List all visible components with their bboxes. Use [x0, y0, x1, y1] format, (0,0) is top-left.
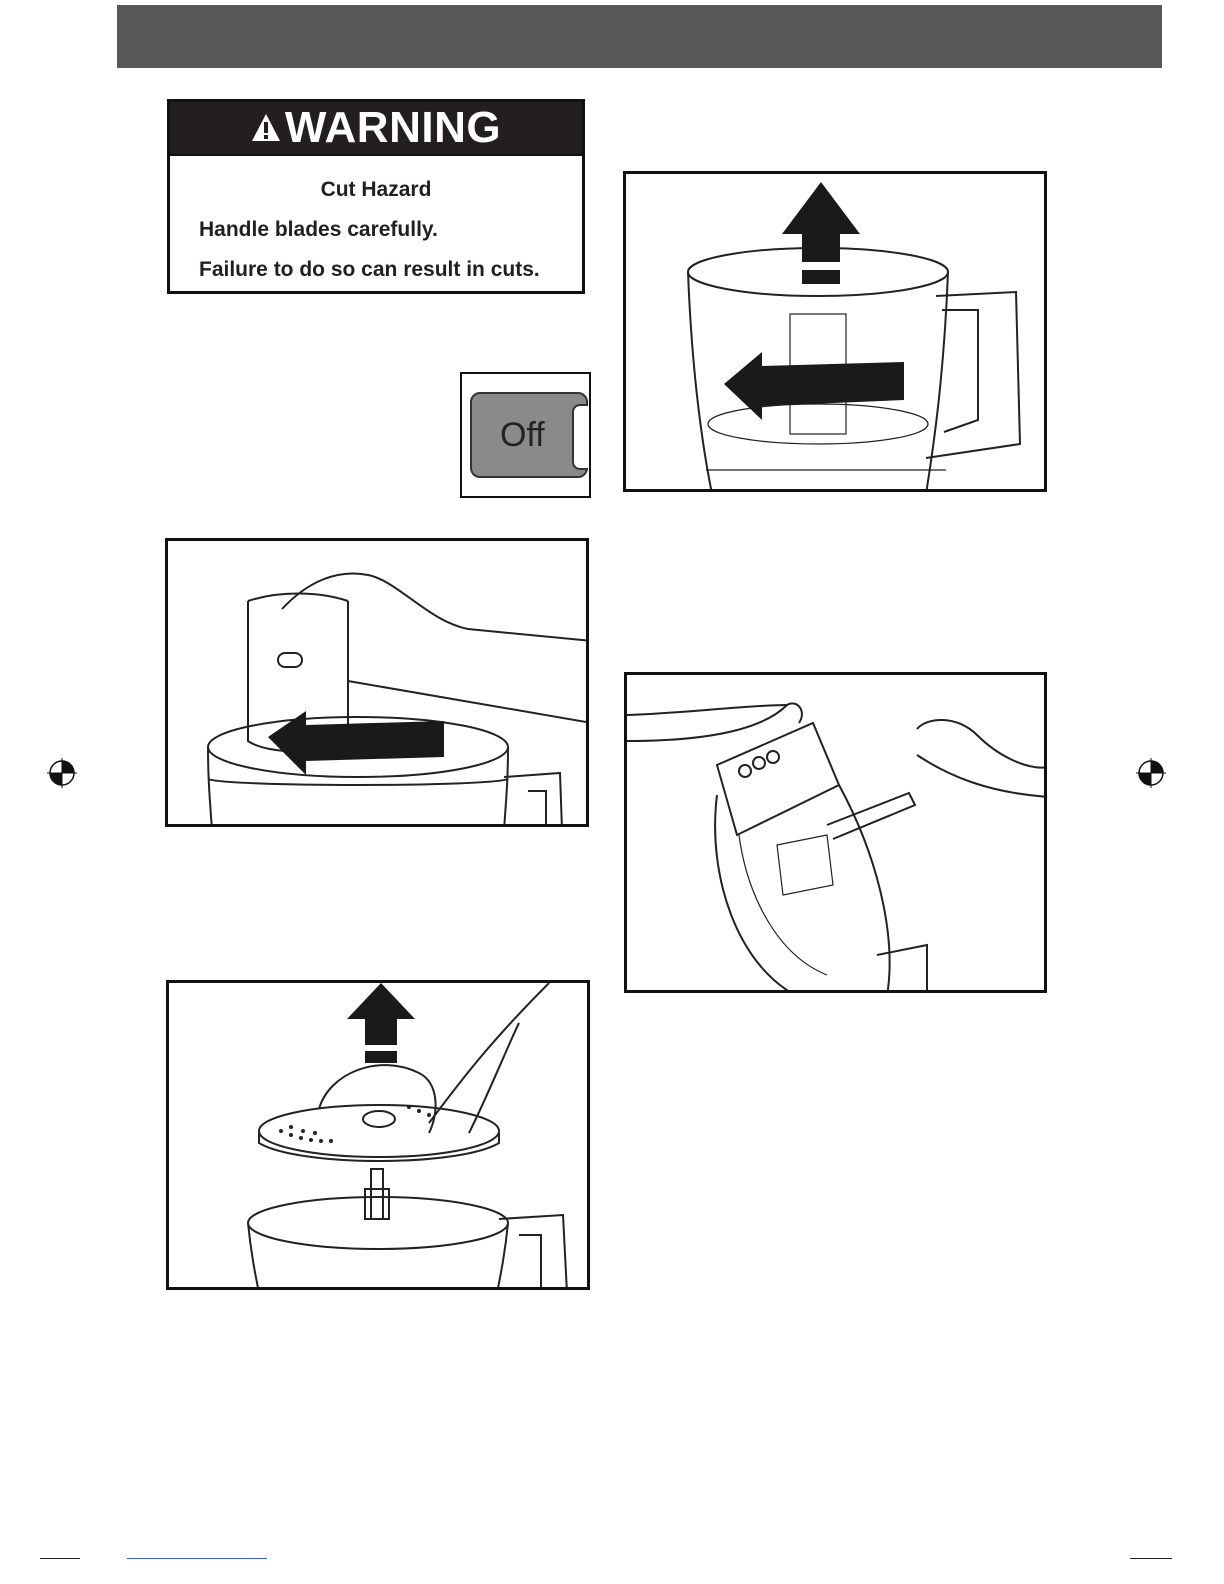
figure-handle-cleaning — [624, 672, 1047, 993]
footer-link-rule — [127, 1558, 267, 1559]
warning-triangle-icon — [251, 113, 281, 143]
left-arrow-icon — [268, 711, 444, 775]
up-arrow-icon — [347, 983, 415, 1063]
off-switch-illustration — [460, 372, 591, 498]
registration-mark-icon — [47, 758, 77, 788]
figure-bowl-removal — [623, 171, 1047, 492]
warning-line-1: Handle blades carefully. — [199, 218, 438, 241]
warning-label — [167, 99, 585, 294]
off-button — [470, 392, 588, 478]
off-button-notch — [572, 404, 588, 470]
crop-mark — [40, 1558, 80, 1559]
lid-turning-drawing — [168, 541, 589, 827]
handle-cleaning-drawing — [627, 675, 1047, 993]
crop-mark — [1130, 1558, 1172, 1559]
warning-line-2: Failure to do so can result in cuts. — [199, 258, 540, 281]
figure-disc-removal — [166, 980, 590, 1290]
bowl-removal-drawing — [626, 174, 1047, 492]
disc-removal-drawing — [169, 983, 590, 1290]
registration-mark-icon — [1136, 758, 1166, 788]
hazard-title: Cut Hazard — [320, 178, 432, 201]
figure-lid-turning — [165, 538, 589, 827]
off-label: Off — [500, 416, 545, 454]
left-arrow-icon — [724, 352, 904, 420]
header-bar — [117, 5, 1162, 68]
warning-body — [170, 154, 582, 293]
up-arrow-icon — [782, 182, 860, 284]
warning-heading-text: WARNING — [284, 103, 502, 152]
warning-heading — [170, 102, 582, 154]
